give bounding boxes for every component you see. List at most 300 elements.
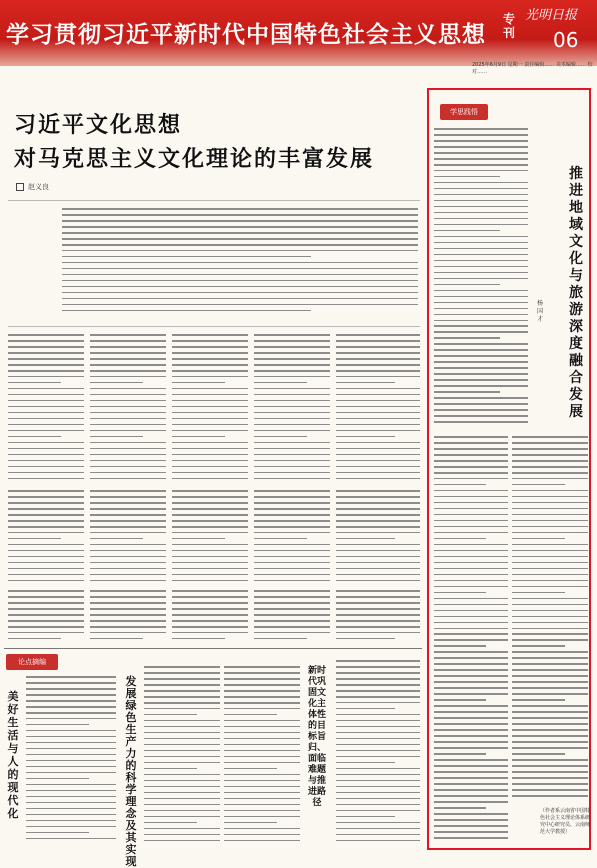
text-line [254, 424, 330, 426]
text-line [336, 580, 420, 582]
text-line [434, 242, 528, 244]
text-line [434, 574, 508, 576]
text-line [434, 777, 508, 779]
text-line [336, 562, 420, 564]
text-line [144, 738, 220, 740]
text-line [336, 786, 420, 788]
text-line [434, 284, 500, 286]
text-line [224, 804, 300, 806]
body-text-column [336, 590, 420, 642]
text-line [434, 598, 508, 600]
text-line [144, 690, 220, 692]
text-line [336, 364, 420, 366]
text-line [90, 550, 166, 552]
text-line [434, 409, 528, 411]
text-line [512, 526, 588, 528]
text-line [8, 358, 84, 360]
text-line [512, 747, 588, 749]
text-line [224, 690, 300, 692]
text-line [8, 502, 84, 504]
page-number: 06 [553, 28, 579, 52]
text-line [8, 406, 84, 408]
text-line [512, 466, 588, 468]
text-line [8, 490, 84, 492]
text-line [336, 702, 420, 704]
text-line [224, 726, 300, 728]
text-line [434, 837, 508, 839]
text-line [90, 400, 166, 402]
text-line [224, 684, 300, 686]
text-line [434, 651, 508, 653]
text-line [254, 568, 330, 570]
text-line [224, 744, 300, 746]
text-line [224, 834, 300, 836]
text-line [254, 460, 330, 462]
text-line [336, 370, 420, 372]
main-title-line-2: 对马克思主义文化理论的丰富发展 [14, 146, 375, 172]
text-line [434, 568, 508, 570]
text-line [434, 152, 528, 154]
text-line [336, 602, 420, 604]
text-line [172, 562, 248, 564]
text-line [512, 442, 588, 444]
text-line [434, 538, 486, 540]
text-line [254, 346, 330, 348]
text-line [172, 370, 248, 372]
text-line [224, 732, 300, 734]
text-line [224, 816, 300, 818]
text-line [224, 786, 300, 788]
text-line [336, 502, 420, 504]
text-line [336, 472, 420, 474]
text-line [26, 772, 116, 774]
text-line [336, 696, 420, 698]
text-line [8, 514, 84, 516]
text-line [224, 666, 300, 668]
dateline: 2025年6月9日 星期一 责任编辑…… 美术编辑…… 校对…… [472, 62, 593, 75]
text-line [224, 822, 277, 824]
text-line [8, 460, 84, 462]
text-line [8, 430, 84, 432]
text-line [434, 795, 508, 797]
text-line [434, 278, 528, 280]
text-line [172, 620, 248, 622]
text-line [8, 556, 84, 558]
text-line [254, 590, 330, 592]
text-line [512, 508, 588, 510]
text-line [434, 496, 508, 498]
text-line [90, 376, 166, 378]
text-line [8, 596, 84, 598]
body-text-column [254, 334, 330, 482]
text-line [512, 645, 565, 647]
text-line [172, 508, 248, 510]
text-line [336, 804, 420, 806]
text-line [90, 346, 166, 348]
text-line [434, 616, 508, 618]
text-line [144, 756, 220, 758]
text-line [90, 418, 166, 420]
text-line [336, 726, 420, 728]
text-line [512, 639, 588, 641]
text-line [512, 699, 565, 701]
text-line [172, 544, 248, 546]
text-line [8, 632, 84, 634]
text-line [254, 580, 330, 582]
text-line [8, 508, 84, 510]
text-line [90, 602, 166, 604]
text-line [172, 520, 248, 522]
bottom-text-column [224, 666, 300, 846]
text-line [90, 436, 143, 438]
text-line [336, 714, 420, 716]
text-line [434, 472, 508, 474]
text-line [62, 310, 311, 312]
text-line [8, 532, 84, 534]
text-line [62, 298, 418, 300]
text-line [254, 406, 330, 408]
text-line [434, 248, 528, 250]
text-line [172, 454, 248, 456]
text-line [512, 789, 588, 791]
text-line [254, 556, 330, 558]
text-line [336, 638, 395, 640]
text-line [336, 376, 420, 378]
text-line [434, 367, 528, 369]
text-line [254, 466, 330, 468]
text-line [172, 448, 248, 450]
text-line [336, 550, 420, 552]
text-line [90, 430, 166, 432]
text-line [26, 682, 116, 684]
text-line [90, 608, 166, 610]
text-line [172, 364, 248, 366]
text-line [434, 385, 528, 387]
text-line [144, 684, 220, 686]
text-line [434, 170, 528, 172]
text-line [8, 388, 84, 390]
text-line [90, 334, 166, 336]
text-line [434, 200, 528, 202]
text-line [434, 308, 528, 310]
text-line [434, 272, 528, 274]
text-line [336, 614, 420, 616]
text-line [434, 544, 508, 546]
text-line [434, 831, 508, 833]
text-line [224, 828, 300, 830]
text-line [434, 478, 508, 480]
text-line [434, 254, 528, 256]
text-line [144, 744, 220, 746]
text-line [26, 718, 116, 720]
text-line [26, 778, 89, 780]
text-line [254, 496, 330, 498]
text-line [26, 730, 116, 732]
text-line [224, 696, 300, 698]
text-line [434, 349, 528, 351]
text-line [434, 337, 500, 339]
text-line [434, 320, 528, 322]
text-line [512, 550, 588, 552]
text-line [512, 753, 565, 755]
text-line [144, 786, 220, 788]
text-line [26, 808, 116, 810]
text-line [434, 343, 528, 345]
text-line [172, 352, 248, 354]
text-line [336, 810, 420, 812]
text-line [434, 699, 486, 701]
text-line [434, 508, 508, 510]
text-line [254, 632, 330, 634]
text-line [224, 702, 300, 704]
text-line [90, 508, 166, 510]
text-line [8, 394, 84, 396]
text-line [62, 292, 418, 294]
text-line [336, 514, 420, 516]
right-article-author: 杨国才 [536, 300, 543, 323]
text-line [336, 750, 420, 752]
text-line [62, 250, 418, 252]
text-line [434, 807, 486, 809]
text-line [90, 490, 166, 492]
text-line [434, 140, 528, 142]
text-line [26, 820, 116, 822]
text-line [144, 726, 220, 728]
main-title-line-1: 习近平文化思想 [14, 112, 183, 138]
text-line [336, 720, 420, 722]
text-line [26, 814, 116, 816]
text-line [512, 460, 588, 462]
main-article-byline [16, 182, 49, 192]
text-line [512, 538, 565, 540]
text-line [8, 520, 84, 522]
text-line [8, 620, 84, 622]
text-line [254, 412, 330, 414]
text-line [434, 260, 528, 262]
divider [8, 200, 420, 201]
text-line [336, 496, 420, 498]
text-line [336, 768, 420, 770]
text-line [90, 472, 166, 474]
text-line [144, 816, 220, 818]
text-line [144, 780, 220, 782]
text-line [512, 574, 588, 576]
text-line [90, 448, 166, 450]
text-line [254, 370, 330, 372]
text-line [90, 568, 166, 570]
text-line [26, 754, 116, 756]
text-line [336, 744, 420, 746]
text-line [512, 556, 588, 558]
text-line [336, 666, 420, 668]
text-line [254, 418, 330, 420]
text-line [336, 684, 420, 686]
text-line [336, 738, 420, 740]
text-line [144, 810, 220, 812]
text-line [254, 626, 330, 628]
main-article-author: 赵义良 [28, 183, 49, 191]
text-line [336, 544, 420, 546]
text-line [254, 502, 330, 504]
text-line [172, 436, 225, 438]
text-line [8, 472, 84, 474]
text-line [90, 364, 166, 366]
text-line [8, 454, 84, 456]
text-line [512, 592, 565, 594]
text-line [512, 693, 588, 695]
text-line [90, 352, 166, 354]
text-line [336, 394, 420, 396]
text-line [512, 478, 588, 480]
text-line [26, 736, 116, 738]
text-line [336, 590, 420, 592]
text-line [26, 838, 116, 840]
text-line [434, 813, 508, 815]
text-line [336, 568, 420, 570]
text-line [512, 586, 588, 588]
text-line [336, 660, 420, 662]
text-line [254, 394, 330, 396]
text-line [8, 436, 61, 438]
text-line [434, 771, 508, 773]
body-text-column [336, 334, 420, 482]
section-divider [4, 648, 422, 649]
text-line [336, 792, 420, 794]
text-line [8, 334, 84, 336]
text-line [26, 760, 116, 762]
text-line [254, 520, 330, 522]
text-line [434, 314, 528, 316]
text-line [26, 766, 116, 768]
text-line [8, 496, 84, 498]
text-line [144, 714, 197, 716]
text-line [172, 514, 248, 516]
text-line [172, 632, 248, 634]
text-line [512, 765, 588, 767]
text-line [172, 472, 248, 474]
text-line [90, 424, 166, 426]
text-line [434, 592, 486, 594]
text-line [8, 568, 84, 570]
text-line [90, 580, 166, 582]
text-line [254, 364, 330, 366]
text-line [254, 544, 330, 546]
text-line [90, 496, 166, 498]
text-line [434, 693, 508, 695]
text-line [172, 490, 248, 492]
text-line [62, 232, 418, 234]
text-line [434, 711, 508, 713]
text-line [254, 358, 330, 360]
body-text-column [172, 590, 248, 642]
text-line [172, 400, 248, 402]
text-line [434, 403, 528, 405]
text-line [434, 230, 500, 232]
text-line [224, 774, 300, 776]
text-line [8, 638, 61, 640]
text-line [90, 502, 166, 504]
text-line [434, 657, 508, 659]
text-line [336, 460, 420, 462]
text-line [434, 236, 528, 238]
text-line [8, 424, 84, 426]
text-line [336, 340, 420, 342]
text-line [512, 711, 588, 713]
text-line [434, 562, 508, 564]
text-line [254, 376, 330, 378]
text-line [434, 490, 508, 492]
text-line [512, 783, 588, 785]
text-line [172, 538, 225, 540]
text-line [434, 514, 508, 516]
text-line [8, 526, 84, 528]
text-line [336, 358, 420, 360]
text-line [8, 412, 84, 414]
body-text-column [254, 490, 330, 584]
text-line [336, 436, 395, 438]
text-line [224, 792, 300, 794]
text-line [224, 840, 300, 842]
text-line [90, 538, 143, 540]
text-line [512, 663, 588, 665]
text-line [172, 614, 248, 616]
text-line [434, 604, 508, 606]
text-line [224, 762, 300, 764]
text-line [254, 442, 330, 444]
text-line [90, 526, 166, 528]
text-line [336, 574, 420, 576]
bottom-text-column [26, 676, 116, 846]
text-line [336, 334, 420, 336]
text-line [434, 675, 508, 677]
text-line [172, 602, 248, 604]
text-line [254, 430, 330, 432]
text-line [90, 596, 166, 598]
text-line [26, 790, 116, 792]
text-line [172, 568, 248, 570]
text-line [512, 532, 588, 534]
text-line [254, 550, 330, 552]
body-text-column [90, 590, 166, 642]
text-line [90, 632, 166, 634]
text-line [336, 508, 420, 510]
text-line [434, 448, 508, 450]
body-text-column [8, 590, 84, 642]
text-line [434, 663, 508, 665]
text-line [8, 590, 84, 592]
text-line [512, 675, 588, 677]
text-line [336, 632, 420, 634]
text-line [434, 645, 486, 647]
text-line [8, 544, 84, 546]
text-line [224, 780, 300, 782]
text-line [434, 436, 508, 438]
text-line [8, 364, 84, 366]
text-line [144, 672, 220, 674]
text-line [434, 747, 508, 749]
text-line [172, 430, 248, 432]
text-line [434, 502, 508, 504]
text-line [144, 834, 220, 836]
text-line [336, 388, 420, 390]
text-line [512, 472, 588, 474]
text-line [90, 442, 166, 444]
text-line [434, 801, 508, 803]
text-line [434, 622, 508, 624]
text-line [512, 741, 588, 743]
text-line [8, 580, 84, 582]
text-line [144, 768, 197, 770]
